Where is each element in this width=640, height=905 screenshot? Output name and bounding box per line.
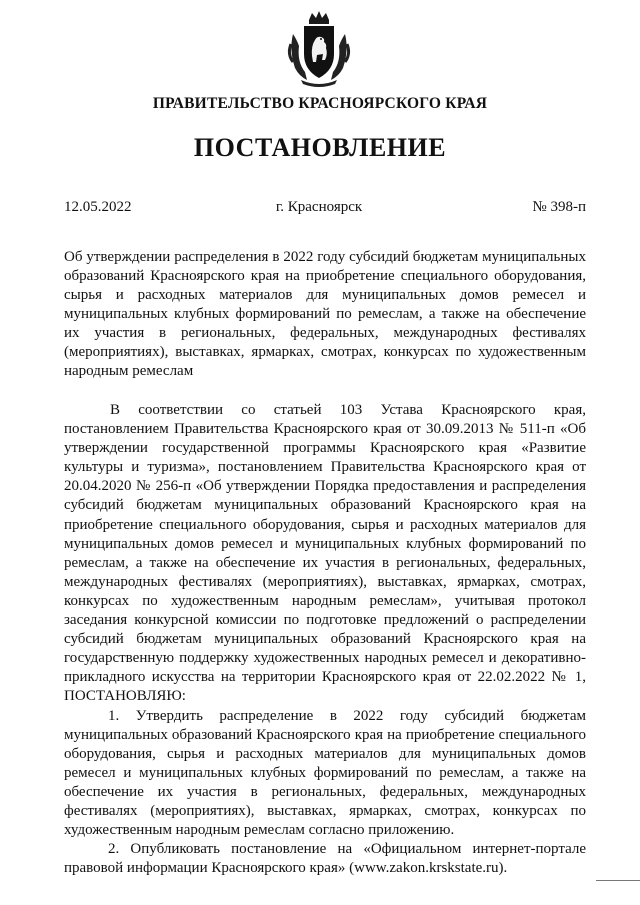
coat-of-arms-icon <box>287 10 351 88</box>
item-1-paragraph: 1. Утвердить распределение в 2022 году субсидий бюджетам муниципальных образований Красноярского края на приобретение специального оборудования, сырья и расходных материалов для муниципальных домов ремесел и муниципальных клубных формирований по ремеслам, а также на обеспечение их участия в региональных, федеральных, международных фестивалях (мероприятиях), выставках, ярмарках, смотрах, конкурсах по художественным народным ремеслам согласно приложению. <box>64 707 586 839</box>
item-2-paragraph: 2. Опубликовать постановление на «Официальном интернет-портале правовой информации Красноярского края» (www.zakon.krskstate.ru). <box>64 841 586 877</box>
preamble-paragraph: В соответствии со статьей 103 Устава Красноярского края, постановлением Правительства Красноярского края от 30.09.2013 № 511-п «Об утверждении государственной программы Красноярского края «Развитие культуры и туризма», постановлением Правительства Красноярского края от 20.04.2020 № 256-п «Об утверждении Порядка предоставления и распределения субсидий бюджетам муниципальных образований Красноярского края на приобретение специального оборудования, сырья и расходных материалов для муниципальных домов ремесел и муниципальных клубных формирований по ремеслам, а также на обеспечение их участия в региональных, федеральных, международных фестивалях (мероприятиях), выставках, ярмарках, смотрах, конкурсах по художественным народным ремеслам», учитывая протокол заседания конкурсной комиссии по подготовке предложений о распределении субсидий бюджетам муниципальных образований Красноярского края на государственную поддержку художественных народных ремесел и декоративно-прикладного искусства на территории Красноярского края от 22.02.2022 № 1, ПОСТАНОВЛЯЮ: <box>64 402 586 705</box>
document-date: 12.05.2022 <box>64 199 132 215</box>
document-number: № 398-п <box>532 199 586 215</box>
page-edge-line <box>596 880 640 881</box>
document-city: г. Красноярск <box>275 199 363 215</box>
government-title: ПРАВИТЕЛЬСТВО КРАСНОЯРСКОГО КРАЯ <box>152 95 488 112</box>
document-type-title: ПОСТАНОВЛЕНИЕ <box>193 133 447 162</box>
document-body <box>64 401 586 878</box>
document-subject: Об утверждении распределения в 2022 году субсидий бюджетам муниципальных образований Красноярского края на приобретение специального оборудования, сырья и расходных материалов для муниципальных домов ремесел и муниципальных клубных формирований по ремеслам, а также на обеспечение их участия в региональных, федеральных, международных фестивалях (мероприятиях), выставках, ярмарках, смотрах, конкурсах по художественным народным ремеслам <box>64 249 586 379</box>
document-meta <box>64 199 586 219</box>
